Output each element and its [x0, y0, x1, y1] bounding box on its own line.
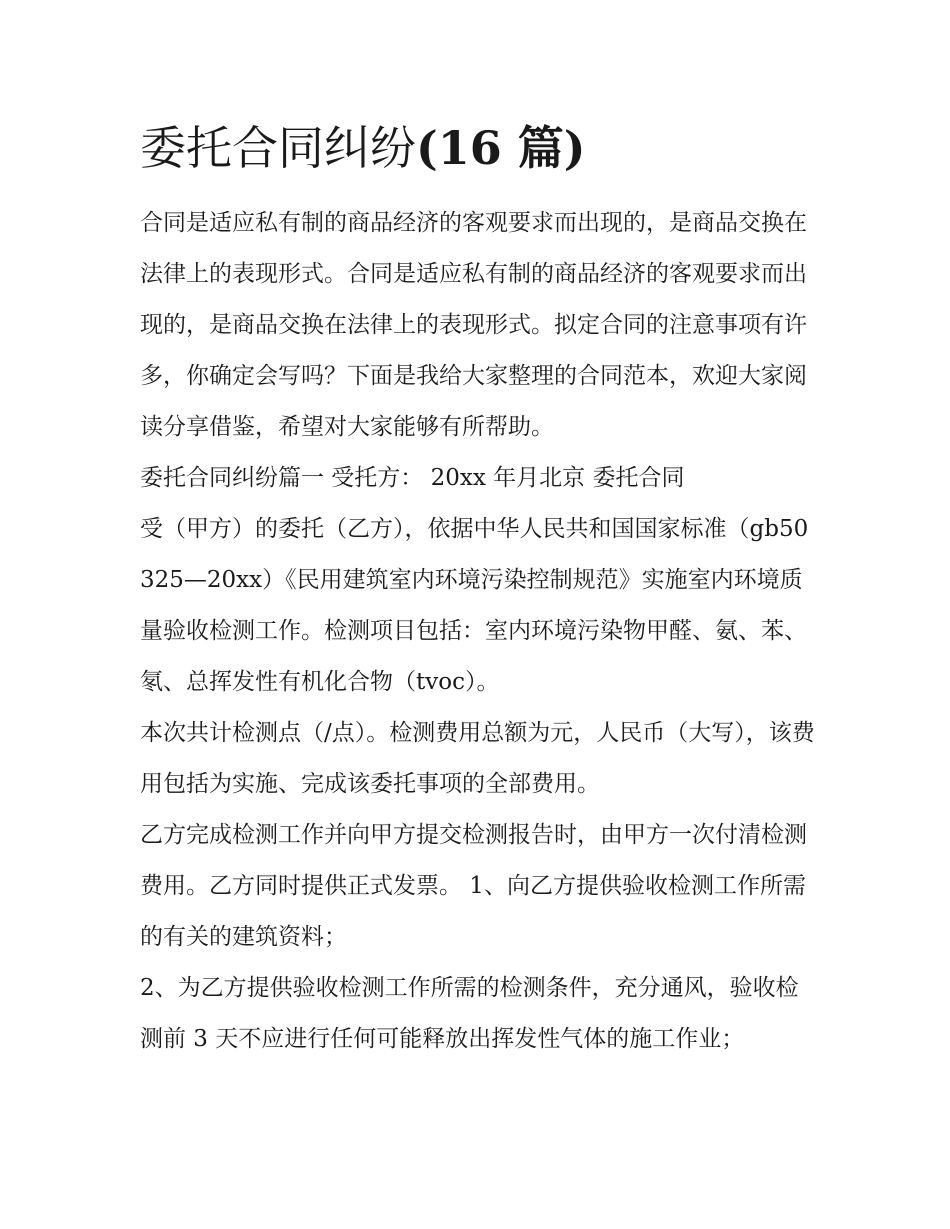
paragraph-section-one-header: 委托合同纠纷篇一 受托方： 20xx 年月北京 委托合同 — [140, 465, 685, 491]
document-body — [140, 112, 820, 1065]
paragraph-entrustment-scope: 受（甲方）的委托（乙方），依据中华人民共和国国家标准（gb50325—20xx）《民用建筑室内环境污染控制规范》实施室内环境质量验收检测工作。检测项目包括：室内环境污染物甲醛、氨、苯、氡、总挥发性有机化合物（tvoc）。 — [140, 516, 809, 695]
paragraph-testing-conditions: 2、为乙方提供验收检测工作所需的检测条件，充分通风，验收检测前 3 天不应进行任何可能释放出挥发性气体的施工作业； — [140, 975, 799, 1052]
document-title — [140, 112, 820, 184]
title-text: 委托合同纠纷 — [140, 121, 416, 175]
paragraph-payment-terms: 乙方完成检测工作并向甲方提交检测报告时，由甲方一次付清检测费用。乙方同时提供正式发票。 1、向乙方提供验收检测工作所需的有关的建筑资料； — [140, 822, 807, 950]
paragraph-intro: 合同是适应私有制的商品经济的客观要求而出现的，是商品交换在法律上的表现形式。合同是适应私有制的商品经济的客观要求而出现的，是商品交换在法律上的表现形式。拟定合同的注意事项有许多，你确定会写吗？下面是我给大家整理的合同范本，欢迎大家阅读分享借鉴，希望对大家能够有所帮助。 — [140, 210, 807, 440]
paragraph-fee-total: 本次共计检测点（/点）。检测费用总额为元，人民币（大写），该费用包括为实施、完成该委托事项的全部费用。 — [140, 720, 815, 797]
title-count: (16 篇) — [416, 121, 586, 175]
